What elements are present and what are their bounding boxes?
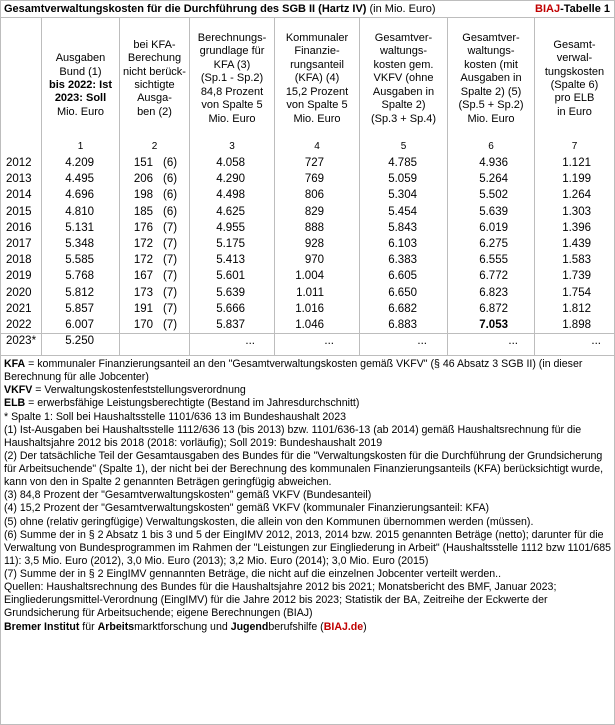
cell-c2-footnote: (7) [163,221,178,234]
cell-c1: 4.696 [65,189,94,202]
cell-c5: 5.454 [388,205,417,218]
column-header-line: kosten gem. [373,58,434,71]
cell-c3: 4.058 [216,157,245,169]
row-year: 2019 [6,270,32,283]
cell-c3: 5.413 [216,254,245,267]
column-header-line: Berechnungs- [197,32,267,45]
cell-c7: 1.739 [562,270,591,283]
column-number-5: 5 [400,141,407,152]
cell-c6: ... [508,335,518,348]
column-header-line: von Spalte 5 [286,99,348,112]
column-number-1: 1 [77,141,84,152]
cell-c1: 5.812 [65,286,94,299]
row-year: 2021 [6,302,32,315]
title-bold: Gesamtverwaltungskosten für die Durchführung des SGB II (Hartz IV) [4,3,367,15]
cell-c7: 1.396 [562,221,591,234]
cell-c2-footnote: (6) [163,157,178,169]
cell-c7: 1.754 [562,286,591,299]
cell-c4: 727 [304,157,324,169]
column-header-line: Gesamtver- [462,32,520,45]
table-row [1,221,614,237]
table-title [4,3,436,16]
note-elb: ELB = erwerbsfähige Leistungsberechtigte (Bestand im Jahresdurchschnitt) [4,397,360,410]
cell-c2: 172 [133,254,153,267]
cell-c6: 5.639 [479,205,508,218]
cell-c4: 806 [304,189,324,202]
note-2: (2) Der tatsächliche Teil der Gesamtausgaben des Bundes für die "Verwaltungskosten für die Durchführung der Grundsicherung für Arbeitsuchende" (Spalte 1), der nicht bei der Berechnung des kommunalen Finanzierungsanteils (KFA) berücksichtigt wurde, kann von den in Spalte 2 genannten Beträgen geringfügig abweichen. [4,449,604,489]
cell-c4: 769 [304,173,324,186]
cell-c2: 198 [133,189,153,202]
column-header-2 [120,20,189,138]
column-header-line: von Spalte 5 [201,99,263,112]
column-number-4: 4 [314,141,320,152]
note-3: (3) 84,8 Prozent der "Gesamtverwaltungskosten" gemäß VKFV (Bundesanteil) [4,489,372,502]
cell-c5: ... [417,335,427,348]
column-header-line: Mio. Euro [208,112,256,125]
column-header-line: Berechung [127,52,182,65]
column-header-3 [190,20,274,138]
cell-c7: 1.898 [562,319,591,331]
column-header-line: Spalte 2) (5) [460,85,522,98]
cell-c3: 5.837 [216,319,245,331]
title-bar [1,1,614,18]
column-header-line: Ausgaben in [460,72,522,85]
note-1: (1) Ist-Ausgaben bei Haushaltsstelle 1112/636 13 (bis 2013) bzw. 1101/636-13 (ab 2014) gemäß Haushaltsrechnung für die Haushaltsjahre 2012 bis 2018 (2018: vorläufig); Soll 2019: Bundeshaushalt 2019 [4,423,582,449]
footer-institute: Bremer Institut für Arbeitsmarktforschung und Jugendberufshilfe (BIAJ.de) [4,620,367,633]
row-year: 2016 [6,221,32,234]
cell-c1: 5.768 [65,270,94,283]
column-header-line: Mio. Euro [56,105,105,118]
column-header-line: in Euro [557,105,592,118]
column-header-7 [535,20,614,138]
cell-c1: 5.585 [65,254,94,267]
cell-c3: ... [245,335,255,348]
cell-c6: 5.264 [479,173,508,186]
table-row [1,237,614,253]
column-header-line: KFA (3) [213,58,251,71]
note-kfa: KFA = kommunaler Finanzierungsanteil an den "Gesamtverwaltungskosten gemäß VKFV" (§ 46 Absatz 3 SGB II) (in dieser Berechnung für alle Jobcenter) [4,358,583,384]
cell-c3: 5.639 [216,286,245,299]
column-header-line: (Sp.5 + Sp.2) [458,99,524,112]
cell-c6: 7.053 [479,319,508,331]
cell-c3: 4.498 [216,189,245,202]
cell-c2: 151 [133,157,153,169]
column-header-line: Ausga- [137,92,172,105]
column-header-line: 15,2 Prozent [285,85,349,98]
note-star: * Spalte 1: Soll bei Haushaltsstelle 1101/636 13 im Bundeshaushalt 2023 [4,410,346,423]
column-header-6 [448,20,534,138]
cell-c2-footnote: (6) [163,189,178,202]
column-header-line: Bund (1) [59,65,102,78]
cell-c4: 1.046 [295,319,324,331]
cell-c2: 167 [133,270,153,283]
cell-c4: 1.004 [295,270,324,283]
cell-c7: 1.303 [562,205,591,218]
column-header-line: Gesamt- [553,38,596,51]
cell-c3: 4.290 [216,173,245,186]
column-header-5 [360,20,447,138]
cell-c6: 6.872 [479,302,508,315]
column-header-1 [42,20,119,138]
note-6: (6) Summe der in § 2 Absatz 1 bis 3 und 5 der EingIMV 2012, 2013, 2014 bzw. 2015 genannten Beträge (netto); darunter für die Verwaltung von Bundesprogrammen im Rahmen der "Leistungen zur Eingliederung in Arbeit" (Haushaltsstelle 1112 bzw 1101/685 11): 3,5 Mio. Euro (2012), 3,0 Mio. Euro (2013); 3,2 Mio. Euro (2014); 3,0 Mio. Euro (2015) [4,528,612,567]
table-row [1,172,614,188]
row-year: 2012 [6,157,32,169]
row-year: 2020 [6,286,32,299]
cell-c5: 6.682 [388,302,417,315]
cell-c3: 4.955 [216,221,245,234]
column-number-2: 2 [151,141,158,152]
cell-c2: 172 [133,238,153,250]
cell-c2 [160,335,163,349]
cell-c6: 4.936 [479,157,508,169]
cell-c5: 5.843 [388,221,417,234]
cell-c7: 1.121 [562,157,591,169]
cell-c7: 1.199 [562,173,591,186]
note-5: (5) ohne (relativ geringfügige) Verwaltungskosten, die allein von den Kommunen übernommen werden (müssen). [4,515,534,528]
cell-c6: 6.275 [479,238,508,250]
column-header-line: (Spalte 6) [550,79,599,91]
cell-c7: 1.264 [562,189,591,202]
column-header-line: Mio. Euro [467,112,515,125]
table-row [1,188,614,204]
table-row [1,269,614,285]
cell-c2: 185 [133,205,153,218]
column-header-line: 2023: Soll [54,92,107,105]
table-row [1,205,614,221]
column-header-line: Ausgaben [55,52,106,65]
cell-c1: 4.209 [65,157,94,169]
cell-c2-footnote: (6) [163,205,178,218]
column-header-line: waltungs- [379,45,428,58]
cell-c2: 206 [133,173,153,186]
column-header-line: sichtigte [134,79,175,91]
cell-c6: 6.019 [479,221,508,234]
row-year: 2013 [6,173,32,186]
cell-c5: 5.304 [388,189,417,202]
cell-c4: 928 [304,238,324,250]
row-year: 2018 [6,254,32,267]
cell-c1: 5.857 [65,302,94,315]
note-4: (4) 15,2 Prozent der "Gesamtverwaltungskosten" gemäß VKFV (kommunaler Finanzierungsanteil: KFA) [4,502,490,515]
cell-c2-footnote: (7) [163,270,178,283]
cell-c2: 173 [133,286,153,299]
column-header-line: Gesamtver- [374,32,433,45]
cell-c3: 5.601 [216,270,245,283]
cell-c5: 6.383 [388,254,417,267]
cell-c4: ... [324,335,334,348]
row-year: 2015 [6,205,32,218]
table-tag [535,3,610,16]
cell-c2: 170 [133,319,153,331]
cell-c5: 6.883 [388,319,417,331]
cell-c4: 888 [304,221,324,234]
cell-c1: 5.250 [65,335,94,348]
cell-c2-footnote: (7) [163,254,178,267]
table-tag-number: -Tabelle 1 [560,3,610,15]
cell-c2-footnote: (7) [163,302,178,315]
cell-c4: 829 [304,205,324,218]
column-header-line: Ausgaben in [372,85,435,98]
column-header-line: Mio. Euro [293,112,341,125]
column-number-7: 7 [571,141,578,152]
column-header-line: pro ELB [554,92,595,105]
cell-c6: 6.555 [479,254,508,267]
cell-c2: 191 [133,302,153,315]
table-row [1,253,614,269]
cell-c5: 4.785 [388,157,417,169]
note-7: (7) Summe der in § 2 EingIMV gennannten Beträge, die nicht auf die einzelnen Jobcenter verteilt werden.. [4,568,502,580]
table-row [1,318,614,334]
column-number-3: 3 [229,141,235,152]
column-header-line: Spalte 2) [381,99,426,112]
cell-c7: 1.583 [562,254,591,267]
cell-c2: 176 [133,221,153,234]
cell-c1: 5.131 [65,221,94,234]
column-header-line: waltungs- [467,45,515,58]
column-header-line: VKFV (ohne [373,72,434,85]
cell-c1: 6.007 [65,319,94,331]
cell-c2-footnote: (6) [163,173,178,186]
cell-c3: 5.175 [216,238,245,250]
column-header-line: bis 2022: Ist [49,79,112,91]
table-row [1,156,614,172]
column-header-line: kosten (mit [464,58,518,71]
column-header-line: 84,8 Prozent [200,85,264,98]
column-header-line: (Sp.3 + Sp.4) [370,112,437,125]
column-header-line [49,39,112,52]
sources: Quellen: Haushaltsrechnung des Bundes für die Haushaltsjahre 2012 bis 2021; Monatsbericht des BMF, Januar 2023; Eingliederungsmittel-Verordnung (EingIMV) für die Jahre 2012 bis 2023; Statistik der BA, Zeitreihe der Eckwerte der Grundsicherung für Arbeitsuchende; eigene Berechnungen (BIAJ) [4,581,557,620]
cell-c1: 4.810 [65,205,94,218]
column-number-6: 6 [488,141,494,152]
table-row [1,286,614,302]
cell-c2-footnote: (7) [163,286,178,299]
cell-c6: 6.772 [479,270,508,283]
column-header-line: Kommunaler [285,32,349,45]
cell-c3: 5.666 [216,302,245,315]
column-header-line: bei KFA- [133,38,176,51]
cell-c2-footnote: (7) [163,319,178,331]
cell-c4: 1.016 [295,302,324,315]
cell-c6: 5.502 [479,189,508,202]
title-unit: (in Mio. Euro) [366,3,436,15]
column-header-line: tungskosten [544,65,605,78]
cell-c5: 5.059 [388,173,417,186]
column-header-line: rungsanteil [290,58,344,71]
cell-c7: ... [591,335,601,348]
column-header-line: ben (2) [137,105,172,118]
cell-c6: 6.823 [479,286,508,299]
column-header-line: nicht berück- [123,65,186,78]
table-row [1,302,614,318]
cell-c4: 1.011 [296,286,324,299]
cell-c5: 6.605 [388,270,417,283]
footer-brand-link: BIAJ.de [323,620,364,633]
cell-c5: 6.650 [388,286,417,299]
column-header-line: verwal- [556,52,593,65]
cell-c7: 1.812 [562,302,591,315]
column-header-line: grundlage für [199,45,265,58]
column-header-line: (KFA) (4) [294,72,340,85]
footnotes [4,358,611,634]
column-header-line: (Sp.1 - Sp.2) [200,72,264,85]
cell-c1: 4.495 [65,173,94,186]
row-year: 2014 [6,189,32,202]
cell-c3: 4.625 [216,205,245,218]
row-year: 2023* [6,335,37,348]
cell-c1: 5.348 [65,238,94,250]
column-header-line: Finanzie- [294,45,340,58]
cell-c4: 970 [304,254,324,267]
note-vkfv: VKFV = Verwaltungskostenfeststellungsverordnung [4,384,246,397]
table-tag-brand: BIAJ [535,3,561,15]
cell-c7: 1.439 [562,238,591,250]
column-header-4 [275,20,359,138]
row-year: 2017 [6,238,32,250]
row-year: 2022 [6,319,32,331]
table-bottom-rule [1,355,614,356]
cell-c5: 6.103 [388,238,417,250]
table-row [1,334,614,350]
cell-c2-footnote: (7) [163,238,178,250]
